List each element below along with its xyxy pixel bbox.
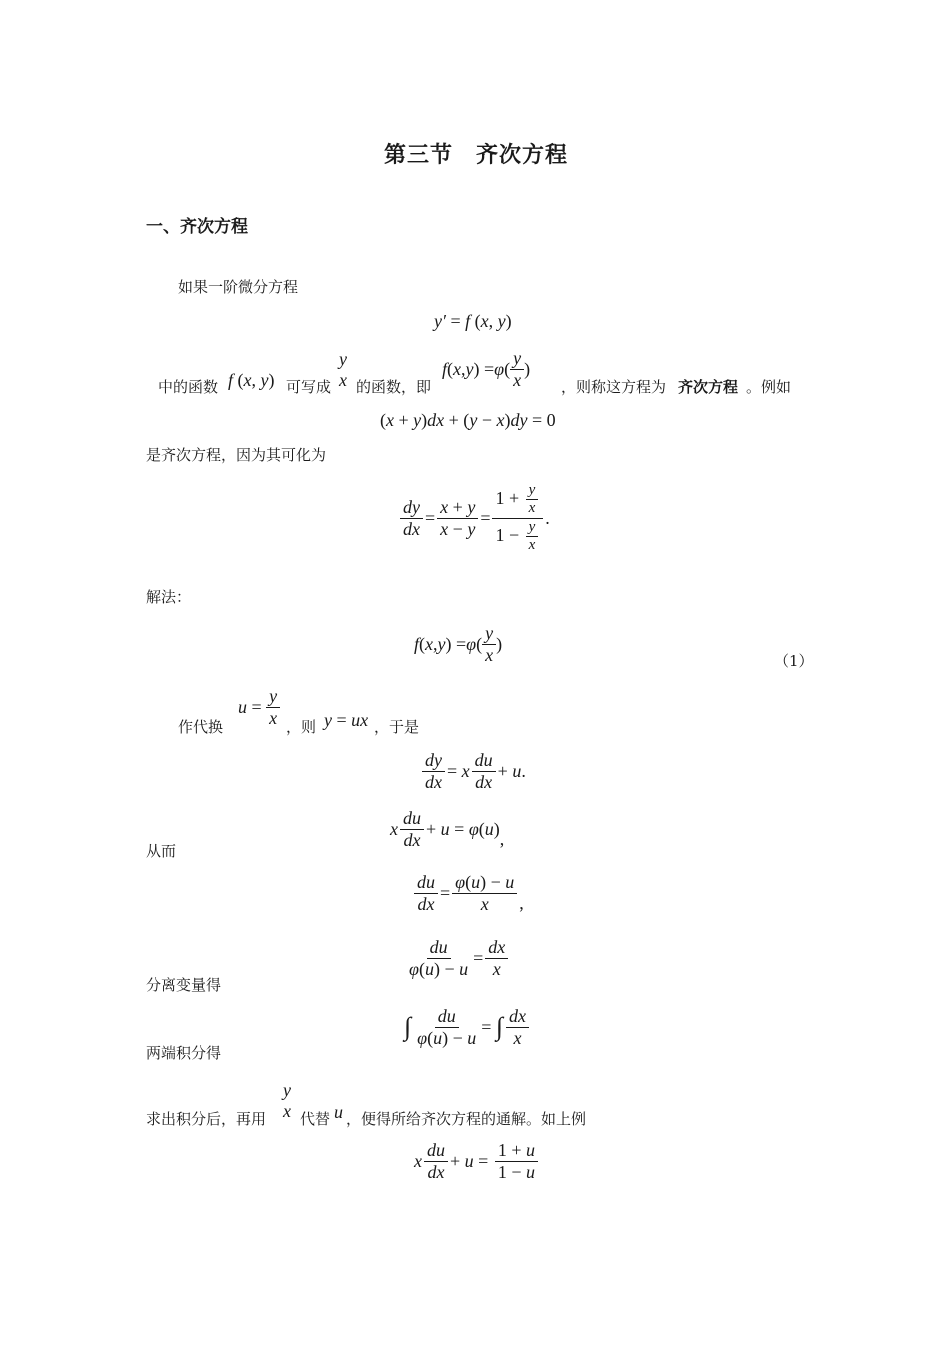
- formula-y-over-x-2: y x: [283, 1080, 291, 1121]
- separate-label: 分离变量得: [146, 976, 222, 994]
- definition-text-a: 中的函数: [158, 378, 219, 396]
- formula-example: (x + y)dx + (y − x)dy = 0: [380, 410, 556, 430]
- substitution-text-b: ，则: [286, 718, 317, 736]
- equation-number: （1）: [774, 652, 814, 670]
- formula-integral: ∫ $\frac{du}{\varphi(u) - u}$ = ∫ $\frac{dx}{x}$: [404, 1006, 531, 1048]
- integrate-label: 两端积分得: [146, 1044, 222, 1062]
- final-text-b: 代替: [300, 1110, 331, 1128]
- formula-u-sub: u = $\frac{y}{x}$: [238, 686, 280, 728]
- formula-fxy: f (x, y): [228, 370, 275, 390]
- formula-1: f ( x , y ) = φ ( $\frac{y}{x}$ ): [414, 623, 503, 665]
- final-text-a: 求出积分后，再用: [146, 1110, 267, 1128]
- definition-text-d: ，则称这方程为: [561, 378, 667, 396]
- formula-derivative: $\frac{dy}{dx}$ = x $\frac{du}{dx}$ + u .: [420, 750, 526, 792]
- example-text: 是齐次方程，因为其可化为: [146, 446, 327, 464]
- definition-text-e: 。例如: [746, 378, 792, 396]
- formula-u: u: [334, 1102, 343, 1122]
- formula-separated: $\frac{du}{\varphi(u) - u}$ = $\frac{dx}{x}$: [404, 937, 510, 979]
- definition-text-b: 可写成: [286, 378, 332, 396]
- formula-example-solution: x $\frac{du}{dx}$ + u = $\frac{1 + u}{1 - u}$: [414, 1140, 540, 1182]
- formula-phi-def: f ( x , y ) = φ ( $\frac{y}{x}$ ): [442, 348, 531, 390]
- section-heading: 一、齐次方程: [146, 217, 248, 237]
- formula-thus: x $\frac{du}{dx}$ + u = φ ( u ) ,: [390, 808, 505, 850]
- definition-text-c: 的函数，即: [356, 378, 432, 396]
- formula-ode: y′ = f (x, y): [434, 311, 512, 331]
- formula-y-over-x: y x: [339, 349, 347, 390]
- formula-rewrite: $\frac{dy}{dx}$ = $\frac{x + y}{x - y}$ = 1 + $\frac{y}{x}$ 1 − $\frac{y}{x}$ .: [398, 482, 550, 554]
- intro-text: 如果一阶微分方程: [178, 278, 299, 296]
- method-label: 解法：: [146, 588, 192, 606]
- page-title: 第三节 齐次方程: [383, 143, 568, 168]
- formula-y-ux: y = ux: [324, 710, 369, 730]
- final-text-c: ，便得所给齐次方程的通解。如上例: [346, 1110, 587, 1128]
- substitution-text-c: ，于是: [374, 718, 420, 736]
- substitution-text-a: 作代换: [178, 718, 224, 736]
- term-homogeneous: 齐次方程: [678, 378, 739, 396]
- thus-label: 从而: [146, 842, 177, 860]
- formula-du-dx: $\frac{du}{dx}$ = $\frac{\varphi(u) - u}{x}$ ,: [412, 872, 524, 914]
